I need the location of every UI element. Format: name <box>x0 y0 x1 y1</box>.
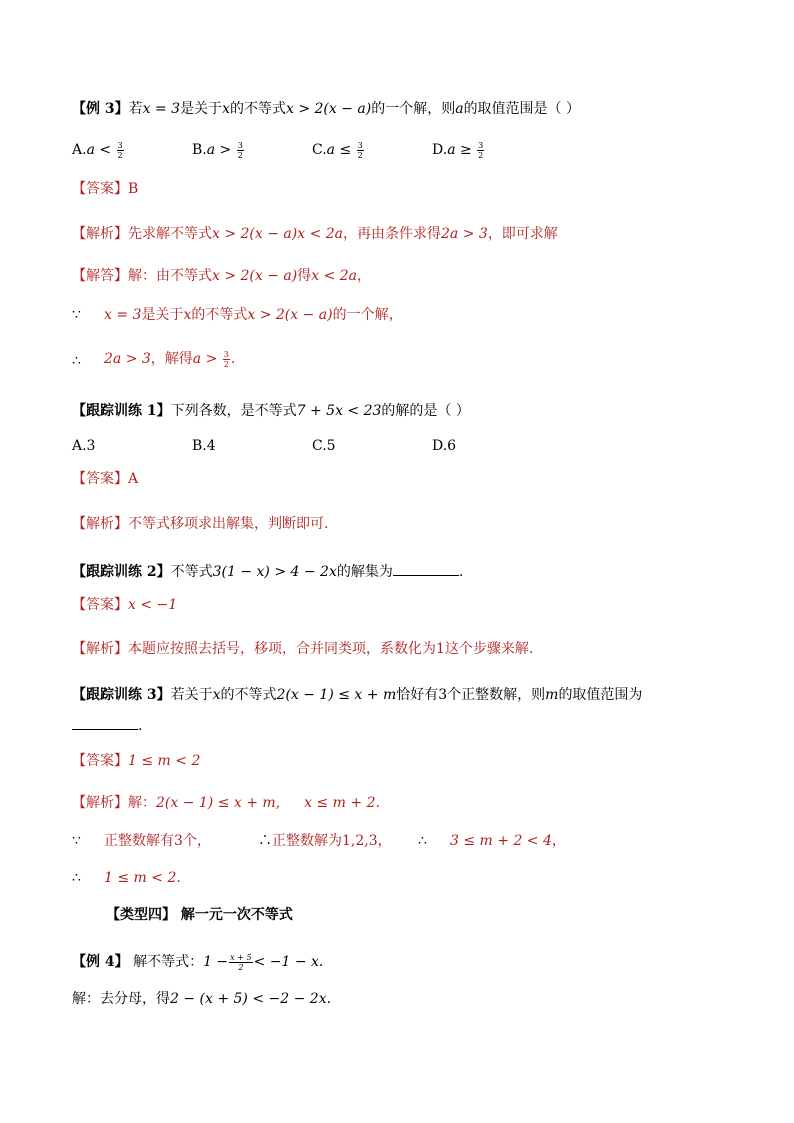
section-heading-type-4: 【类型四】 解一元一次不等式 <box>106 907 293 923</box>
exercise-3-question: 【跟踪训练 3】若关于x的不等式2(x − 1) ≤ x + m恰好有3个正整数解，则m的取值范围为 <box>72 687 643 703</box>
exercise-1-option-d: D.6 <box>432 438 457 454</box>
therefore-symbol: ∴ <box>72 870 81 886</box>
exercise-3-analysis: 【解析】解：2(x − 1) ≤ x + m, x ≤ m + 2. <box>72 795 380 811</box>
exercise-1-option-c: C.5 <box>312 438 336 454</box>
example-4-solution: 解：去分母，得2 − (x + 5) < −2 − 2x. <box>72 991 332 1007</box>
example-3-analysis: 【解析】先求解不等式x > 2(x − a)x < 2a，再由条件求得2a > 3，即可求解 <box>72 226 558 242</box>
therefore-symbol: ∴ <box>418 833 427 849</box>
option-c: C.a ≤ $\frac{3}{2}$ <box>312 140 363 160</box>
example-3-because-line: x = 3是关于x的不等式x > 2(x − a)的一个解， <box>104 307 403 323</box>
because-symbol: ∵ <box>72 833 81 849</box>
exercise-2-analysis: 【解析】本题应按照去括号，移项，合并同类项，系数化为1这个步骤来解. <box>72 641 534 657</box>
example-3-solution: 【解答】解：由不等式x > 2(x − a)得x < 2a， <box>72 268 372 284</box>
option-b: B.a > $\frac{3}{2}$ <box>192 140 243 160</box>
example-3-question: 【例 3】若x = 3是关于x的不等式x > 2(x − a)的一个解，则a的取值范围是（ ） <box>72 101 581 117</box>
option-d: D.a ≥ $\frac{3}{2}$ <box>432 140 484 160</box>
answer-blank <box>393 561 459 576</box>
exercise-1-answer: 【答案】A <box>72 471 139 487</box>
exercise-3-answer: 【答案】1 ≤ m < 2 <box>72 753 201 769</box>
exercise-1-option-a: A.3 <box>72 438 96 454</box>
exercise-3-result: 1 ≤ m < 2. <box>104 870 181 886</box>
therefore-symbol: ∴ <box>72 353 81 369</box>
example-4-question: 【例 4】 解不等式：1 − $\frac{x + 5}{2}$ < −1 − x. <box>72 952 324 972</box>
option-a: A.a < $\frac{3}{2}$ <box>72 140 123 160</box>
exercise-3-range-step: 3 ≤ m + 2 < 4， <box>450 833 566 849</box>
exercise-1-option-b: B.4 <box>192 438 216 454</box>
example-3-answer: 【答案】B <box>72 181 139 197</box>
example-3-therefore-line: 2a > 3，解得a > $\frac{3}{2}$ . <box>104 349 236 369</box>
exercise-1-question: 【跟踪训练 1】下列各数，是不等式7 + 5x < 23的解的是（ ） <box>72 403 470 419</box>
exercise-2-question: 【跟踪训练 2】不等式3(1 − x) > 4 − 2x的解集为 . <box>72 561 463 582</box>
exercise-3-positive-solutions: ∴正整数解为1,2,3， <box>258 833 392 849</box>
exercise-3-because-text: 正整数解有3个， <box>104 833 211 849</box>
exercise-1-analysis: 【解析】不等式移项求出解集，判断即可. <box>72 516 329 532</box>
exercise-3-blank-line: . <box>72 716 142 736</box>
answer-blank <box>72 719 138 730</box>
example-3-tag: 【例 3】 <box>72 101 129 117</box>
exercise-2-answer: 【答案】x < −1 <box>72 597 178 613</box>
because-symbol: ∵ <box>72 307 81 323</box>
